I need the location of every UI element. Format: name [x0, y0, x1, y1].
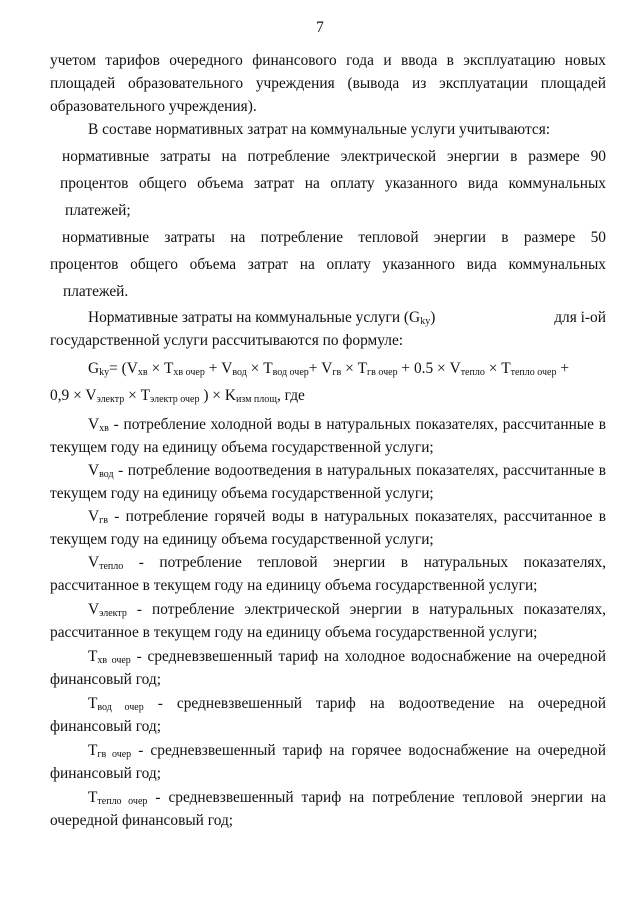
definition-line: $T_{гв очер}$ - средневзвешенный тариф на горячее водоснабжение на очередной — [88, 742, 606, 760]
formula-intro-line: Нормативные затраты на коммунальные услуги $(G_{ky})$ для i-ой — [88, 306, 606, 329]
definition-cont: рассчитанное в текущем году на единицу объема государственной услуги; — [50, 577, 538, 594]
paragraph-line: В составе нормативных затрат на коммунальные услуги учитываются: — [88, 121, 551, 138]
formula-line-2: $0,9 \times V_{электр} \times T_{электр очер}$ ) × $K_{изм площ}$, где — [50, 387, 305, 405]
page-number: 7 — [316, 19, 324, 36]
paragraph-line: образовательного учреждения). — [50, 98, 257, 115]
definition-cont: финансовый год; — [50, 765, 162, 782]
paragraph-line: государственной услуги рассчитываются по формуле: — [50, 332, 404, 349]
definition-line: $T_{вод очер}$ - средневзвешенный тариф на водоотведение на очередной — [88, 695, 606, 713]
paragraph-line: учетом тарифов очередного финансового года и ввода в эксплуатацию новых — [50, 52, 606, 69]
definition-line: $V_{хв}$ - потребление холодной воды в натуральных показателях, рассчитанные в — [88, 416, 606, 434]
definition-cont: финансовый год; — [50, 718, 162, 735]
definition-cont: текущем году на единицу объема государственной услуги; — [50, 531, 434, 548]
list-item-line: нормативные затраты на потребление электрической энергии в размере 90 — [62, 148, 606, 165]
definition-cont: финансовый год; — [50, 671, 162, 688]
list-item-line: процентов общего объема затрат на оплату указанного вида коммунальных — [60, 175, 606, 192]
list-item-line: процентов общего объема затрат на оплату указанного вида коммунальных — [50, 256, 606, 273]
paragraph-line: площадей образовательного учреждения (вывода из эксплуатации площадей — [50, 75, 606, 92]
definition-line: $V_{вод}$ - потребление водоотведения в натуральных показателях, рассчитанные в — [88, 462, 606, 480]
formula-intro-tail: для i-ой — [554, 309, 606, 326]
definition-cont: очередной финансовый год; — [50, 812, 234, 829]
list-item-line: нормативные затраты на потребление тепловой энергии в размере 50 — [62, 229, 606, 246]
definition-line: $V_{гв}$ - потребление горячей воды в натуральных показателях, рассчитанное в — [88, 508, 606, 526]
definition-line: $T_{тепло очер}$ - средневзвешенный тариф на потребление тепловой энергии на — [88, 789, 606, 807]
list-item-line: платежей; — [65, 202, 131, 219]
definition-line: $T_{хв очер}$ - средневзвешенный тариф на холодное водоснабжение на очередной — [88, 648, 606, 666]
list-item-line: платежей. — [63, 283, 129, 300]
formula-intro-text: Нормативные затраты на коммунальные услуги (G — [88, 309, 421, 326]
definition-cont: текущем году на единицу объема государственной услуги; — [50, 485, 434, 502]
definition-line: $V_{тепло}$ - потребление тепловой энергии в натуральных показателях, — [88, 554, 606, 572]
definition-line: $V_{электр}$ - потребление электрической энергии в натуральных показателях, — [88, 601, 606, 619]
definition-cont: рассчитанное в текущем году на единицу объема государственной услуги; — [50, 624, 538, 641]
formula-line-1: $G_{ky}= (V_{хв} \times T_{хв очер} + V_{вод} \times T_{вод очер}+ V_{гв} \times T_{гв очер} + 0.5 \times V_{тепло} \times T_{тепло очер}$ + — [88, 360, 570, 378]
definition-cont: текущем году на единицу объема государственной услуги; — [50, 439, 434, 456]
